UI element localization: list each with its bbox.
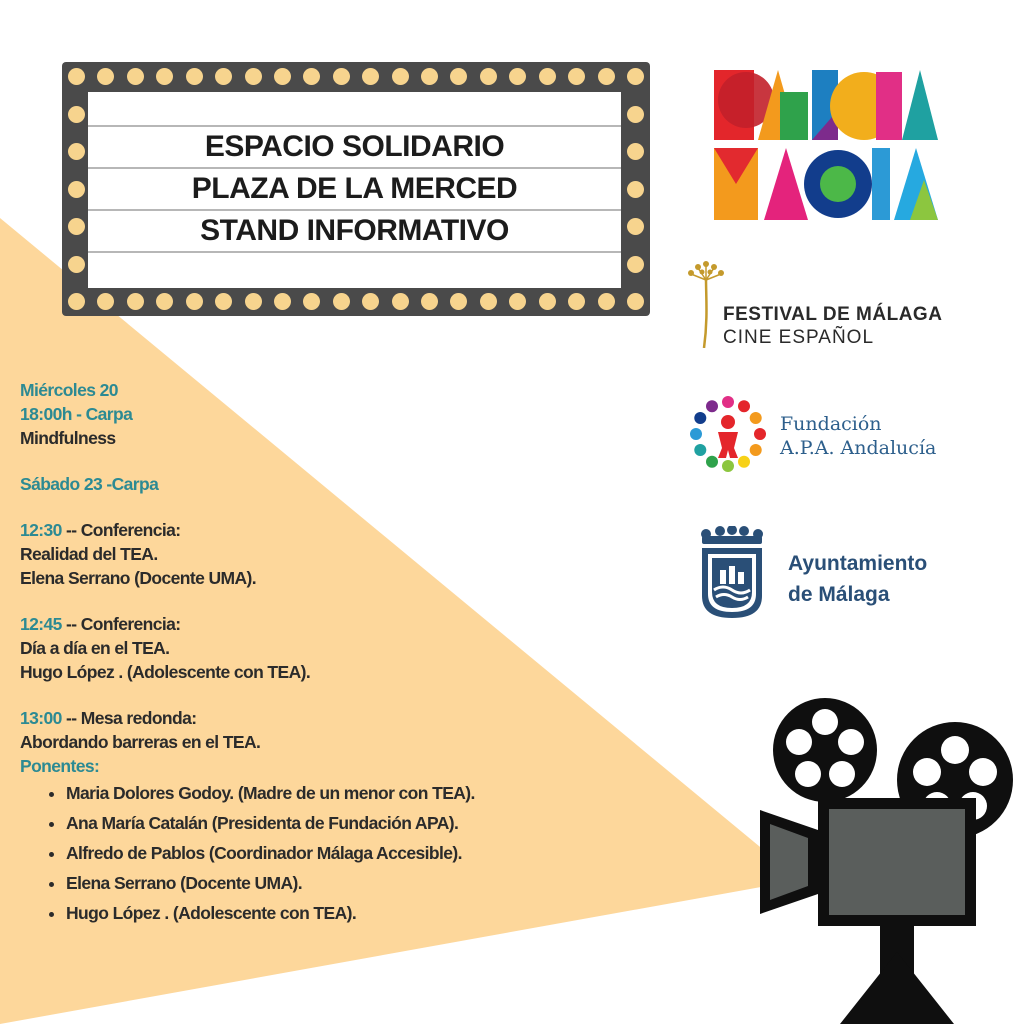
speaker-item: • Elena Serrano (Docente UMA). (66, 868, 740, 898)
festival-plant-icon (684, 258, 724, 348)
event2-speaker: Hugo López . (Adolescente con TEA). (20, 662, 311, 682)
fundacion-logo-line-1: Fundación (780, 413, 882, 435)
speaker-item: • Ana María Catalán (Presidenta de Fundación APA). (66, 808, 740, 838)
speaker-item: • Alfredo de Pablos (Coordinador Málaga Accesible). (66, 838, 740, 868)
event1-title: Realidad del TEA. (20, 544, 158, 564)
marquee-bulb-icon (568, 68, 585, 85)
event2-type: -- Conferencia: (61, 614, 181, 634)
marquee-bulb-icon (627, 106, 644, 123)
marquee-bulb-icon (598, 293, 615, 310)
ayuntamiento-logo-line-1: Ayuntamiento (788, 552, 928, 575)
film-projector-icon (730, 690, 1024, 1024)
marquee-bulb-icon (186, 293, 203, 310)
fundacion-logo-line-2: A.P.A. Andalucía (780, 437, 937, 459)
sign-title-line-2: PLAZA DE LA MERCED (191, 172, 518, 205)
marquee-bulb-icon (362, 293, 379, 310)
marquee-bulb-icon (450, 293, 467, 310)
speaker-item: • Hugo López . (Adolescente con TEA). (66, 898, 740, 928)
marquee-bulb-icon (539, 293, 556, 310)
marquee-bulb-icon (480, 293, 497, 310)
marquee-bulb-icon (68, 256, 85, 273)
event3-title: Abordando barreras en el TEA. (20, 732, 261, 752)
event1-speaker: Elena Serrano (Docente UMA). (20, 568, 257, 588)
malaga-city-logo (714, 70, 938, 220)
sign-title-line-1: ESPACIO SOLIDARIO (204, 130, 505, 163)
marquee-bulb-icon (156, 293, 173, 310)
festival-malaga-logo (723, 303, 942, 349)
marquee-bulb-icon (568, 293, 585, 310)
marquee-bulb-icon (215, 293, 232, 310)
marquee-bulb-icon (274, 293, 291, 310)
marquee-bulb-icon (127, 293, 144, 310)
day1-activity: Mindfulness (20, 428, 116, 448)
marquee-bulb-icon (627, 181, 644, 198)
marquee-bulb-icon (627, 218, 644, 235)
festival-logo-title: FESTIVAL DE MÁLAGA (723, 304, 943, 325)
marquee-bulb-icon (215, 68, 232, 85)
marquee-bulb-icon (127, 68, 144, 85)
marquee-sign (62, 62, 650, 316)
marquee-bulb-icon (421, 293, 438, 310)
marquee-bulb-icon (68, 218, 85, 235)
marquee-bulb-icon (509, 68, 526, 85)
marquee-bulb-icon (156, 68, 173, 85)
marquee-bulb-icon (68, 68, 85, 85)
marquee-bulb-icon (245, 68, 262, 85)
festival-logo-subtitle: CINE ESPAÑOL (723, 327, 875, 348)
day2-date: Sábado 23 -Carpa (20, 474, 159, 494)
marquee-bulb-icon (68, 181, 85, 198)
marquee-bulb-icon (627, 256, 644, 273)
event3-type: -- Mesa redonda: (61, 708, 197, 728)
marquee-bulb-icon (274, 68, 291, 85)
marquee-bulb-icon (627, 143, 644, 160)
marquee-bulb-icon (303, 293, 320, 310)
marquee-bulb-icon (97, 293, 114, 310)
marquee-bulb-icon (480, 68, 497, 85)
day1-date: Miércoles 20 (20, 380, 118, 400)
marquee-bulb-icon (627, 68, 644, 85)
marquee-bulb-icon (392, 293, 409, 310)
speaker-item: • Maria Dolores Godoy. (Madre de un menor con TEA). (66, 778, 740, 808)
ayuntamiento-malaga-logo (788, 548, 927, 610)
event3-time: 13:00 (20, 708, 62, 728)
marquee-bulb-icon (97, 68, 114, 85)
event-program (20, 378, 740, 928)
marquee-bulb-icon (450, 68, 467, 85)
marquee-bulb-icon (68, 106, 85, 123)
marquee-bulb-icon (333, 68, 350, 85)
marquee-bulb-icon (421, 68, 438, 85)
marquee-bulb-icon (68, 143, 85, 160)
marquee-bulb-icon (245, 293, 262, 310)
marquee-bulb-icon (186, 68, 203, 85)
marquee-bulb-icon (598, 68, 615, 85)
marquee-bulb-icon (362, 68, 379, 85)
event1-time: 12:30 (20, 520, 62, 540)
marquee-bulb-icon (68, 293, 85, 310)
sign-title-line-3: STAND INFORMATIVO (200, 214, 509, 247)
marquee-bulb-icon (539, 68, 556, 85)
ayuntamiento-logo-line-2: de Málaga (788, 583, 890, 606)
event3-speakers-label: Ponentes: (20, 756, 100, 776)
event2-title: Día a día en el TEA. (20, 638, 170, 658)
day1-time: 18:00h - Carpa (20, 404, 133, 424)
event1-type: -- Conferencia: (61, 520, 181, 540)
marquee-bulb-icon (627, 293, 644, 310)
marquee-sign-board (88, 92, 621, 288)
marquee-bulb-icon (392, 68, 409, 85)
fundacion-apa-logo (780, 412, 936, 460)
marquee-bulb-icon (333, 293, 350, 310)
marquee-bulb-icon (509, 293, 526, 310)
speakers-list (20, 778, 740, 928)
marquee-bulb-icon (303, 68, 320, 85)
event2-time: 12:45 (20, 614, 62, 634)
